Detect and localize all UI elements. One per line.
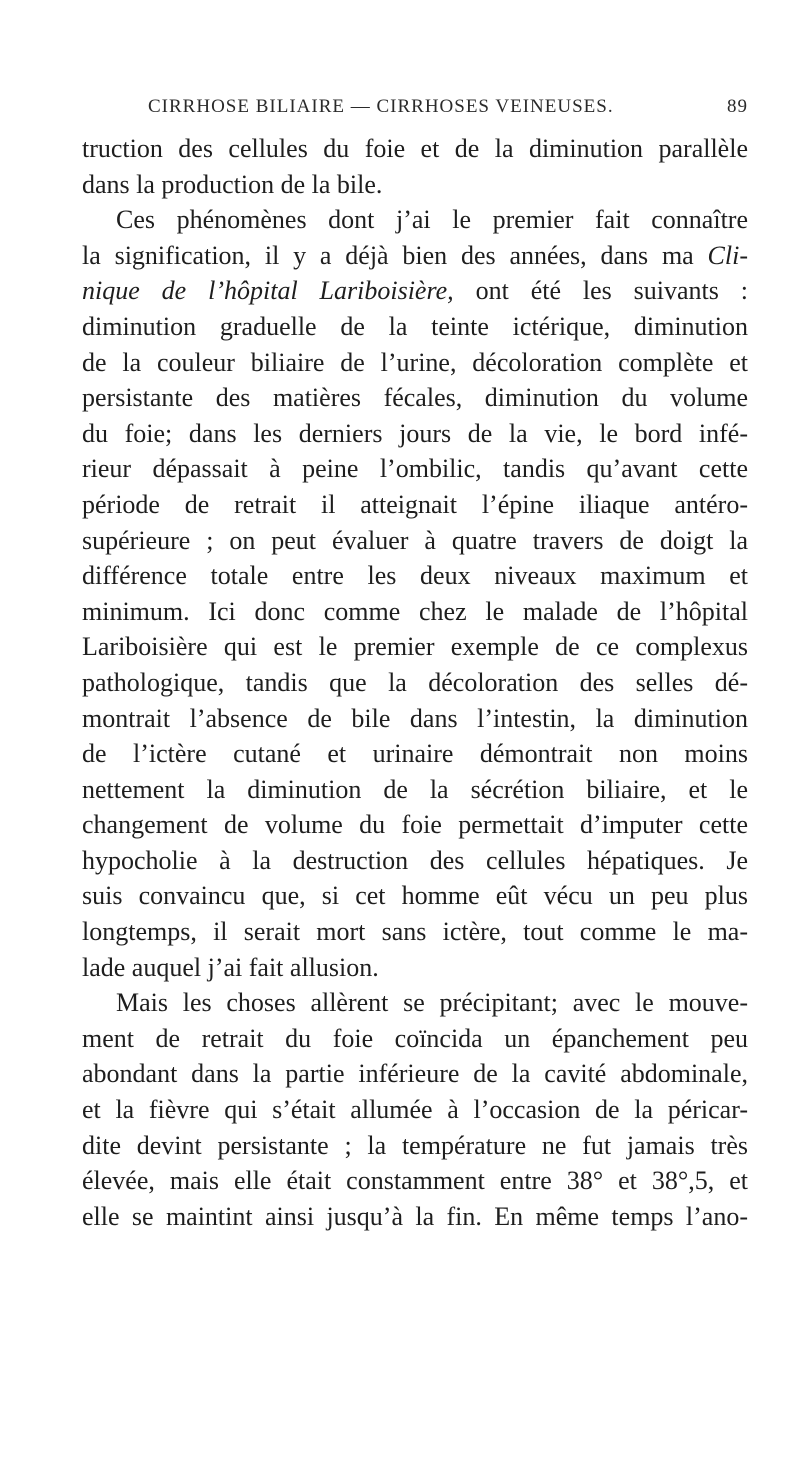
- text-line: élevée, mais elle était constamment entre 38° et 38°,5, et: [82, 1166, 748, 1196]
- italic-citation: nique: [82, 276, 140, 306]
- text-line: supérieure ; on peut évaluer à quatre travers de doigt la: [82, 525, 748, 555]
- text-line: Mais les choses allèrent se précipitant; avec le mouve-: [116, 988, 748, 1018]
- text-line: persistante des matières fécales, diminution du volume: [82, 383, 748, 413]
- text-line: longtemps, il serait mort sans ictère, tout comme le ma-: [82, 917, 748, 947]
- italic-citation: de l’hôpital Lariboisière,: [161, 276, 454, 306]
- text-line: Ces phénomènes dont j’ai le premier fait connaître: [116, 205, 748, 235]
- text-line: montrait l’absence de bile dans l’intestin, la diminution: [82, 703, 748, 733]
- text-line: nettement la diminution de la sécrétion biliaire, et le: [82, 774, 748, 804]
- text-line: elle se maintint ainsi jusqu’à la fin. En même temps l’ano-: [82, 1201, 748, 1231]
- text-line: différence totale entre les deux niveaux maximum et: [82, 561, 748, 591]
- text-line: hypocholie à la destruction des cellules hépatiques. Je: [82, 845, 748, 875]
- text-line: truction des cellules du foie et de la diminution parallèle: [82, 134, 748, 163]
- text-line: [82, 273, 748, 309]
- text-line: et la fièvre qui s’était allumée à l’occasion de la péricar-: [82, 1095, 748, 1125]
- text-span: ont été les suivants :: [475, 276, 749, 306]
- text-line: pathologique, tandis que la décoloration des selles dé-: [82, 667, 748, 697]
- text-line: suis convaincu que, si cet homme eût vécu un peu plus: [82, 881, 748, 911]
- text-line: abondant dans la partie inférieure de la cavité abdominale,: [82, 1059, 748, 1089]
- page-number: 89: [727, 96, 748, 117]
- text-line: [82, 238, 748, 274]
- text-line: ment de retrait du foie coïncida un épanchement peu: [82, 1023, 748, 1053]
- body-text: [82, 131, 748, 1234]
- running-head-title: CIRRHOSE BILIAIRE — CIRRHOSES VEINEUSES.: [148, 96, 614, 117]
- text-line: lade auquel j’ai fait allusion.: [82, 952, 379, 982]
- text-line: dans la production de la bile.: [82, 169, 383, 199]
- text-line: du foie; dans les derniers jours de la vie, le bord infé-: [82, 418, 748, 448]
- text-span: la signification, il y a déjà bien des années, dans ma: [82, 240, 694, 270]
- text-line: minimum. Ici donc comme chez le malade de l’hôpital: [82, 596, 748, 626]
- text-line: diminution graduelle de la teinte ictérique, diminution: [82, 311, 748, 341]
- text-line: de l’ictère cutané et urinaire démontrait non moins: [82, 739, 748, 769]
- text-line: Lariboisière qui est le premier exemple de ce complexus: [82, 632, 748, 662]
- text-line: de la couleur biliaire de l’urine, décoloration complète et: [82, 347, 748, 377]
- text-line: changement de volume du foie permettait d’imputer cette: [82, 810, 748, 840]
- text-line: dite devint persistante ; la température ne fut jamais très: [82, 1130, 748, 1160]
- text-line: rieur dépassait à peine l’ombilic, tandis qu’avant cette: [82, 454, 748, 484]
- text-line: période de retrait il atteignait l’épine iliaque antéro-: [82, 489, 748, 519]
- italic-citation: Cli-: [707, 240, 748, 270]
